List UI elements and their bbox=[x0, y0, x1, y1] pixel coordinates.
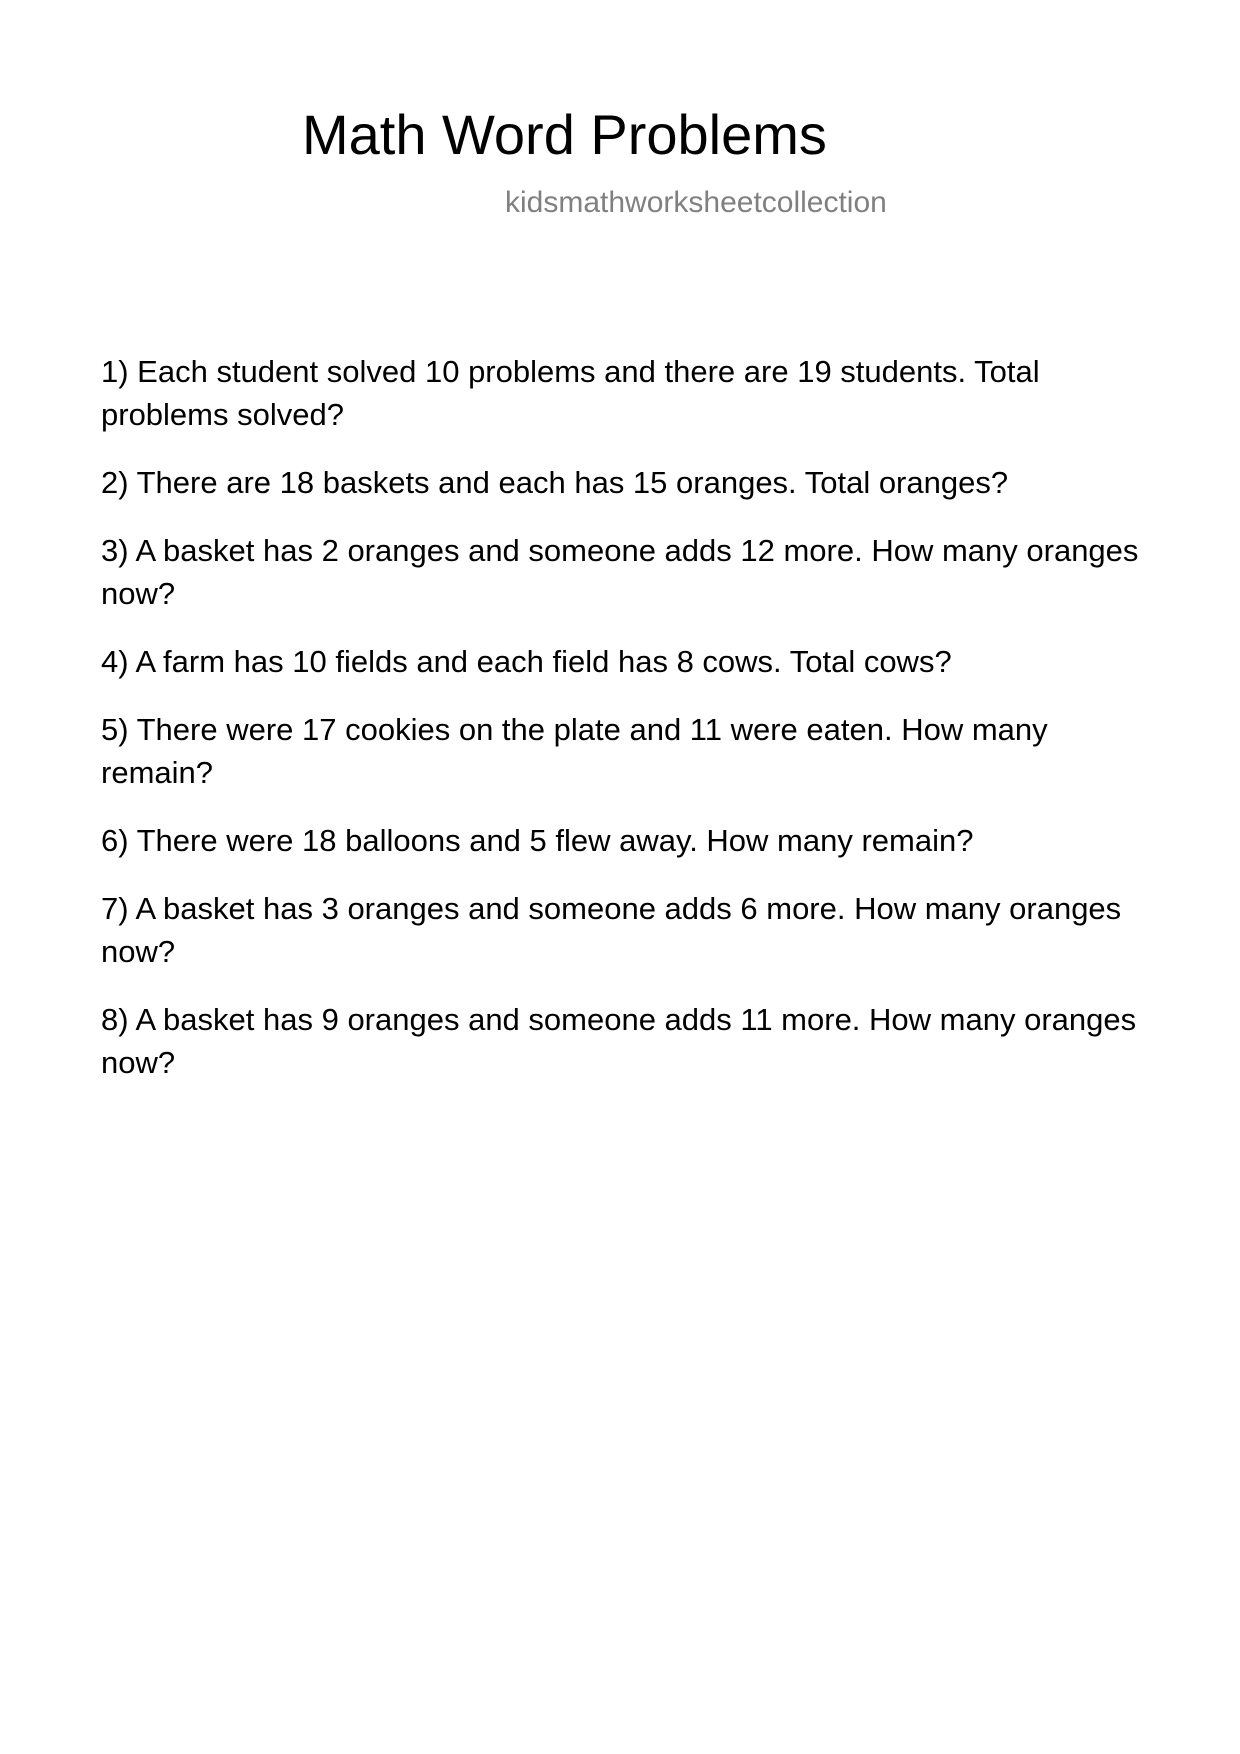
problem-7: 7) A basket has 3 oranges and someone adds 6 more. How many oranges now? bbox=[101, 891, 1122, 969]
problem-list bbox=[101, 350, 1156, 1109]
problem-3: 3) A basket has 2 oranges and someone adds 12 more. How many oranges now? bbox=[101, 533, 1139, 611]
site-subtitle: kidsmathworksheetcollection bbox=[505, 186, 887, 219]
problem-2: 2) There are 18 baskets and each has 15 oranges. Total oranges? bbox=[101, 465, 1009, 500]
problem-1: 1) Each student solved 10 problems and there are 19 students. Total problems solved? bbox=[101, 354, 1040, 432]
problem-6: 6) There were 18 balloons and 5 flew away. How many remain? bbox=[101, 823, 974, 858]
page-title: Math Word Problems bbox=[302, 103, 827, 166]
problem-8: 8) A basket has 9 oranges and someone adds 11 more. How many oranges now? bbox=[101, 1002, 1137, 1080]
problem-4: 4) A farm has 10 fields and each field has 8 cows. Total cows? bbox=[101, 644, 952, 679]
problem-5: 5) There were 17 cookies on the plate and 11 were eaten. How many remain? bbox=[101, 712, 1048, 790]
